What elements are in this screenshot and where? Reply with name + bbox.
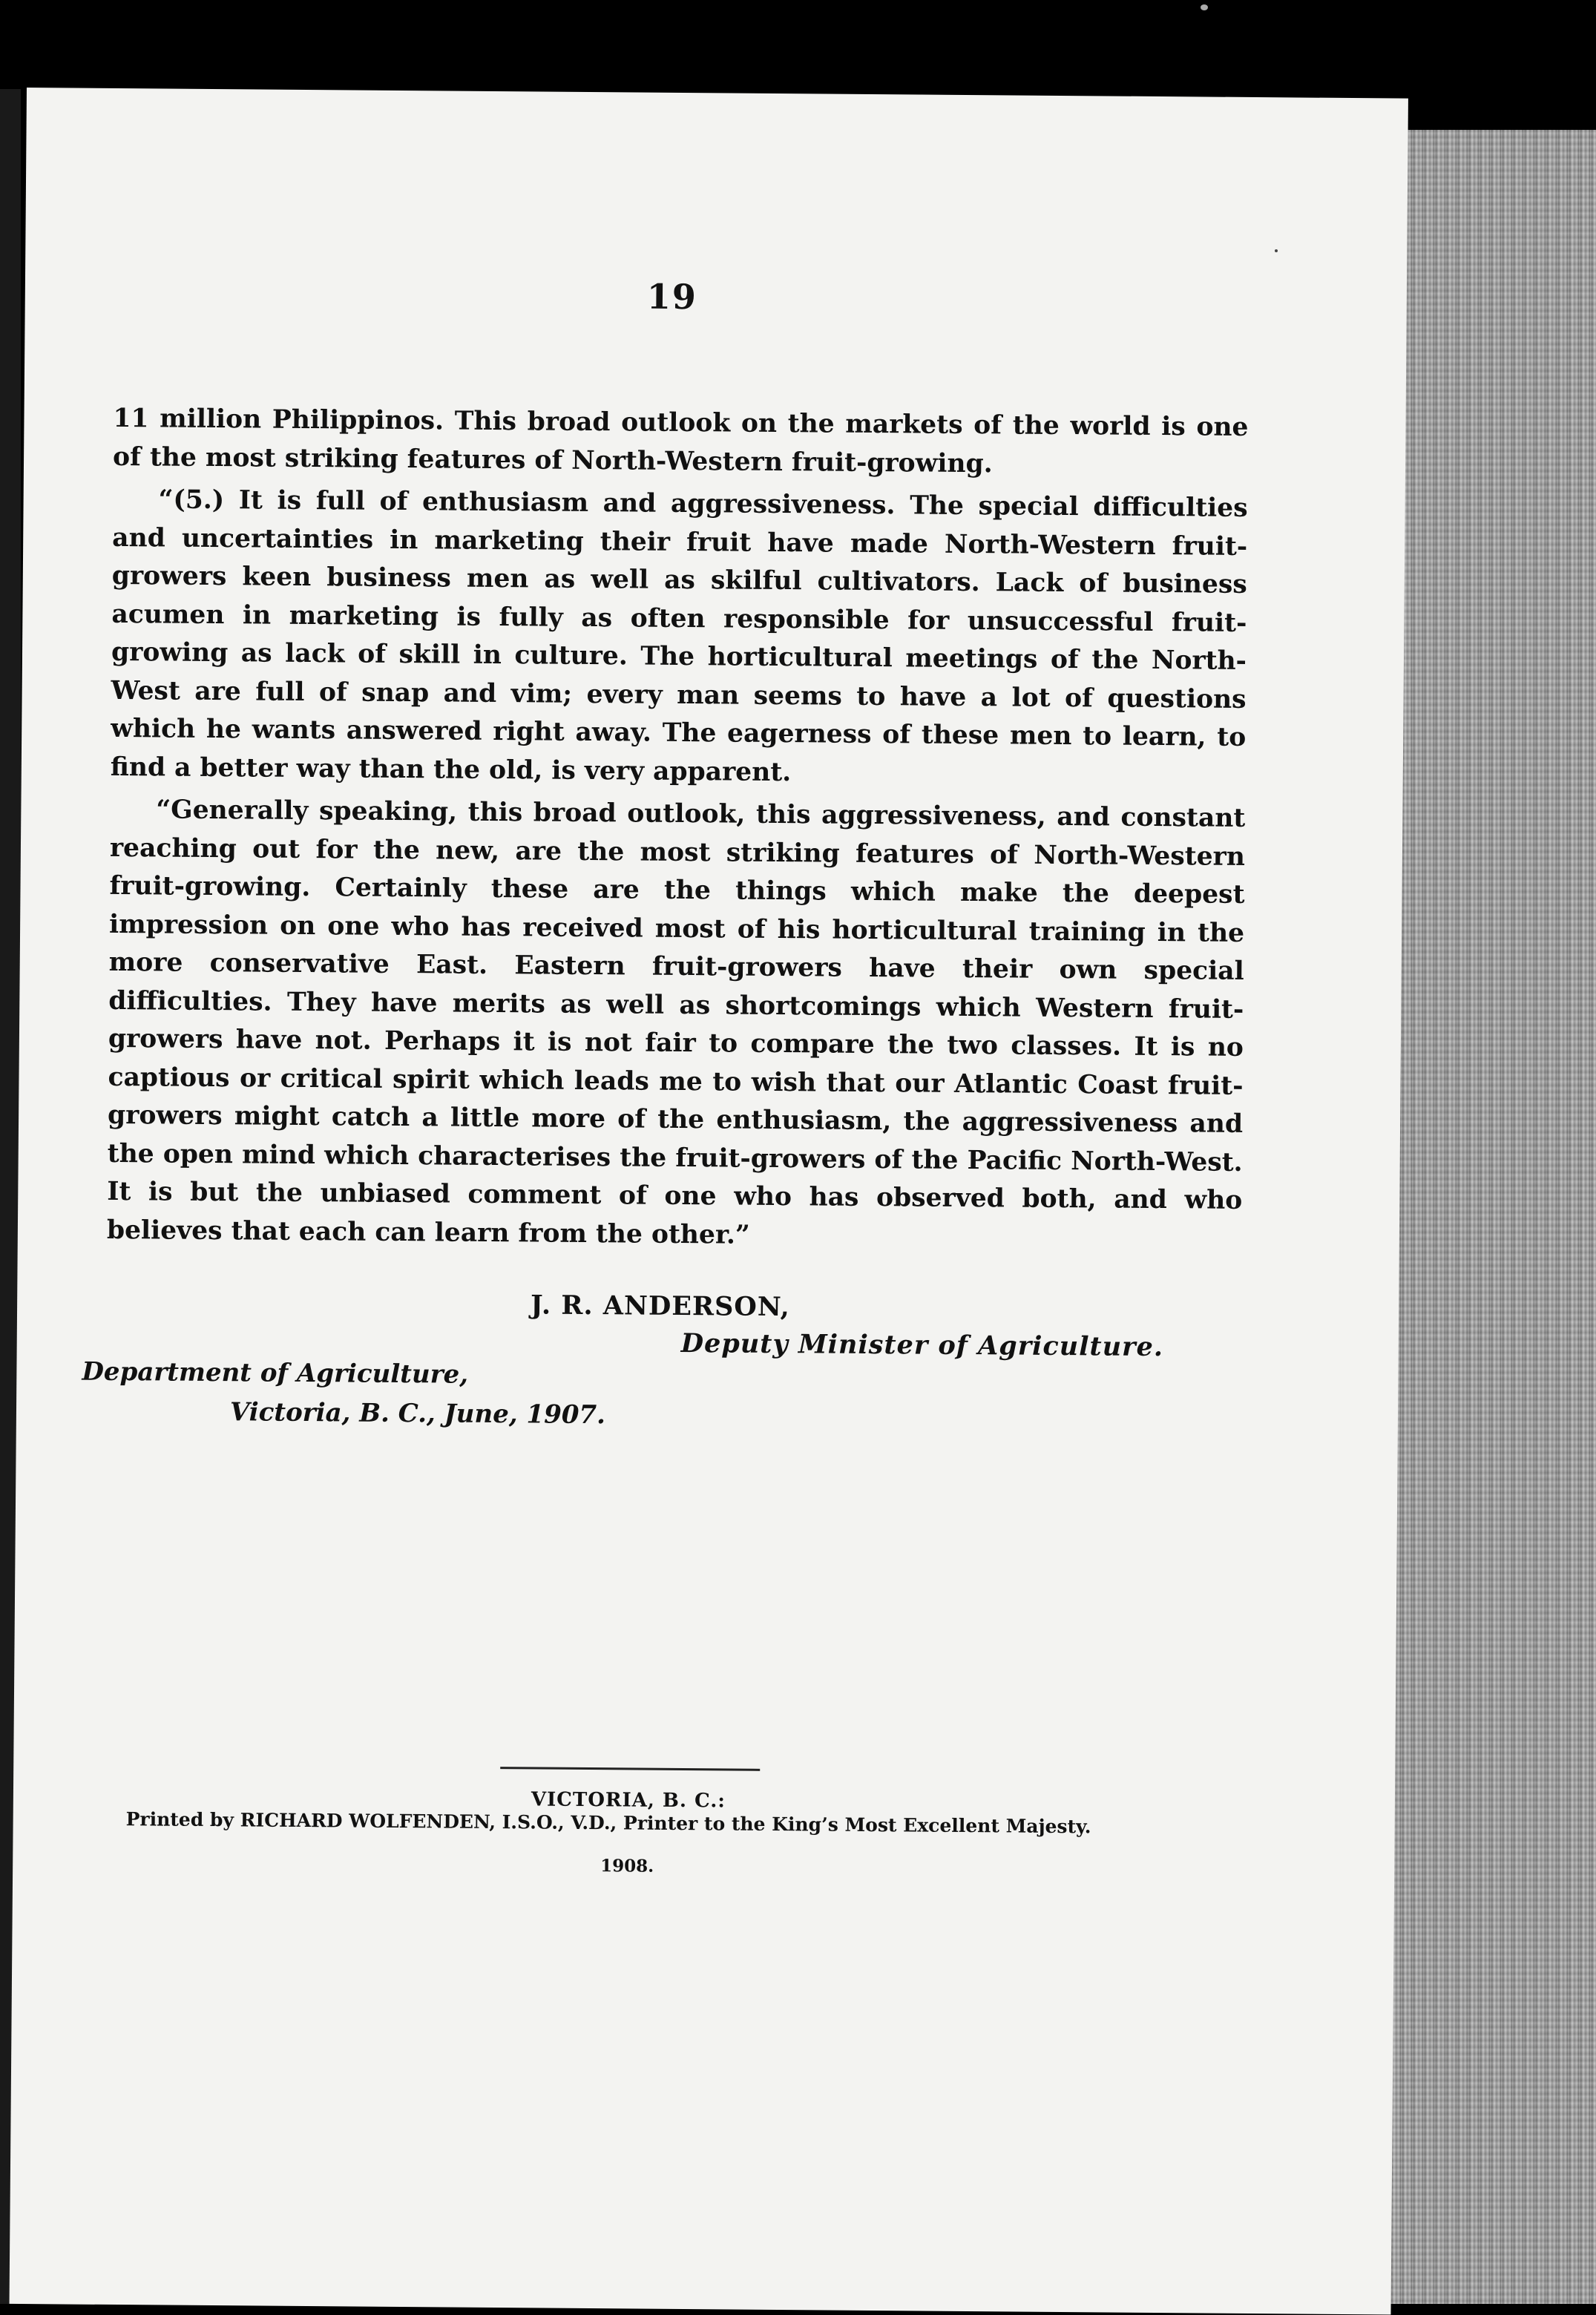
imprint-year: 1908. xyxy=(600,1856,654,1876)
body-text xyxy=(107,400,1249,1258)
signature-name: J. R. ANDERSON, xyxy=(530,1290,790,1323)
paragraph: 11 million Philippinos. This broad outlook on the markets of the world is one of the most striking features of North-Western fruit-growing. xyxy=(112,403,1249,479)
imprint-place: VICTORIA, B. C.: xyxy=(531,1788,726,1813)
imprint-printer: Printed by RICHARD WOLFENDEN, I.S.O., V.D., Printer to the King’s Most Excellent Majesty. xyxy=(125,1808,1091,1838)
paragraph: “(5.) It is full of enthusiasm and aggressiveness. The special difficulties and uncertainties in marketing their fruit have made North-Western fruit-growers keen business men as well as skilful cultivators. Lack of business acumen in marketing is fully as often responsible for unsuccessful fruit-growing as lack of skill in culture. The horticultural meetings of the North-West are full of snap and vim; every man seems to have a lot of questions which he wants answered right away. The eagerness of these men to learn, to find a better way than the old, is very apparent. xyxy=(110,485,1248,787)
page-number: 19 xyxy=(646,276,698,318)
divider-rule xyxy=(500,1767,760,1771)
dateline-place-date: Victoria, B. C., June, 1907. xyxy=(229,1397,606,1431)
signature-title: Deputy Minister of Agriculture. xyxy=(680,1327,1164,1363)
dateline-department: Department of Agriculture, xyxy=(82,1356,469,1390)
document-page xyxy=(10,88,1408,2315)
scan-speck xyxy=(1201,4,1208,10)
book-page-edges xyxy=(1379,130,1596,2304)
scan-speck xyxy=(1275,249,1278,252)
paragraph: “Generally speaking, this broad outlook, this aggressiveness, and constant reaching out for the new, are the most striking features of North-Western fruit-growing. Certainly these are the things which make the deepest impression on one who has received most of his horticultural training in the more conservative East. Eastern fruit-growers have their own special difficulties. They have merits as well as shortcomings which Western fruit-growers have not. Perhaps it is not fair to compare the two classes. It is no captious or critical spirit which leads me to wish that our Atlantic Coast fruit-growers might catch a little more of the enthusiasm, the aggressiveness and the open mind which characterises the fruit-growers of the Pacific North-West. It is but the unbiased comment of one who has observed both, and who believes that each can learn from the other.” xyxy=(106,795,1246,1250)
